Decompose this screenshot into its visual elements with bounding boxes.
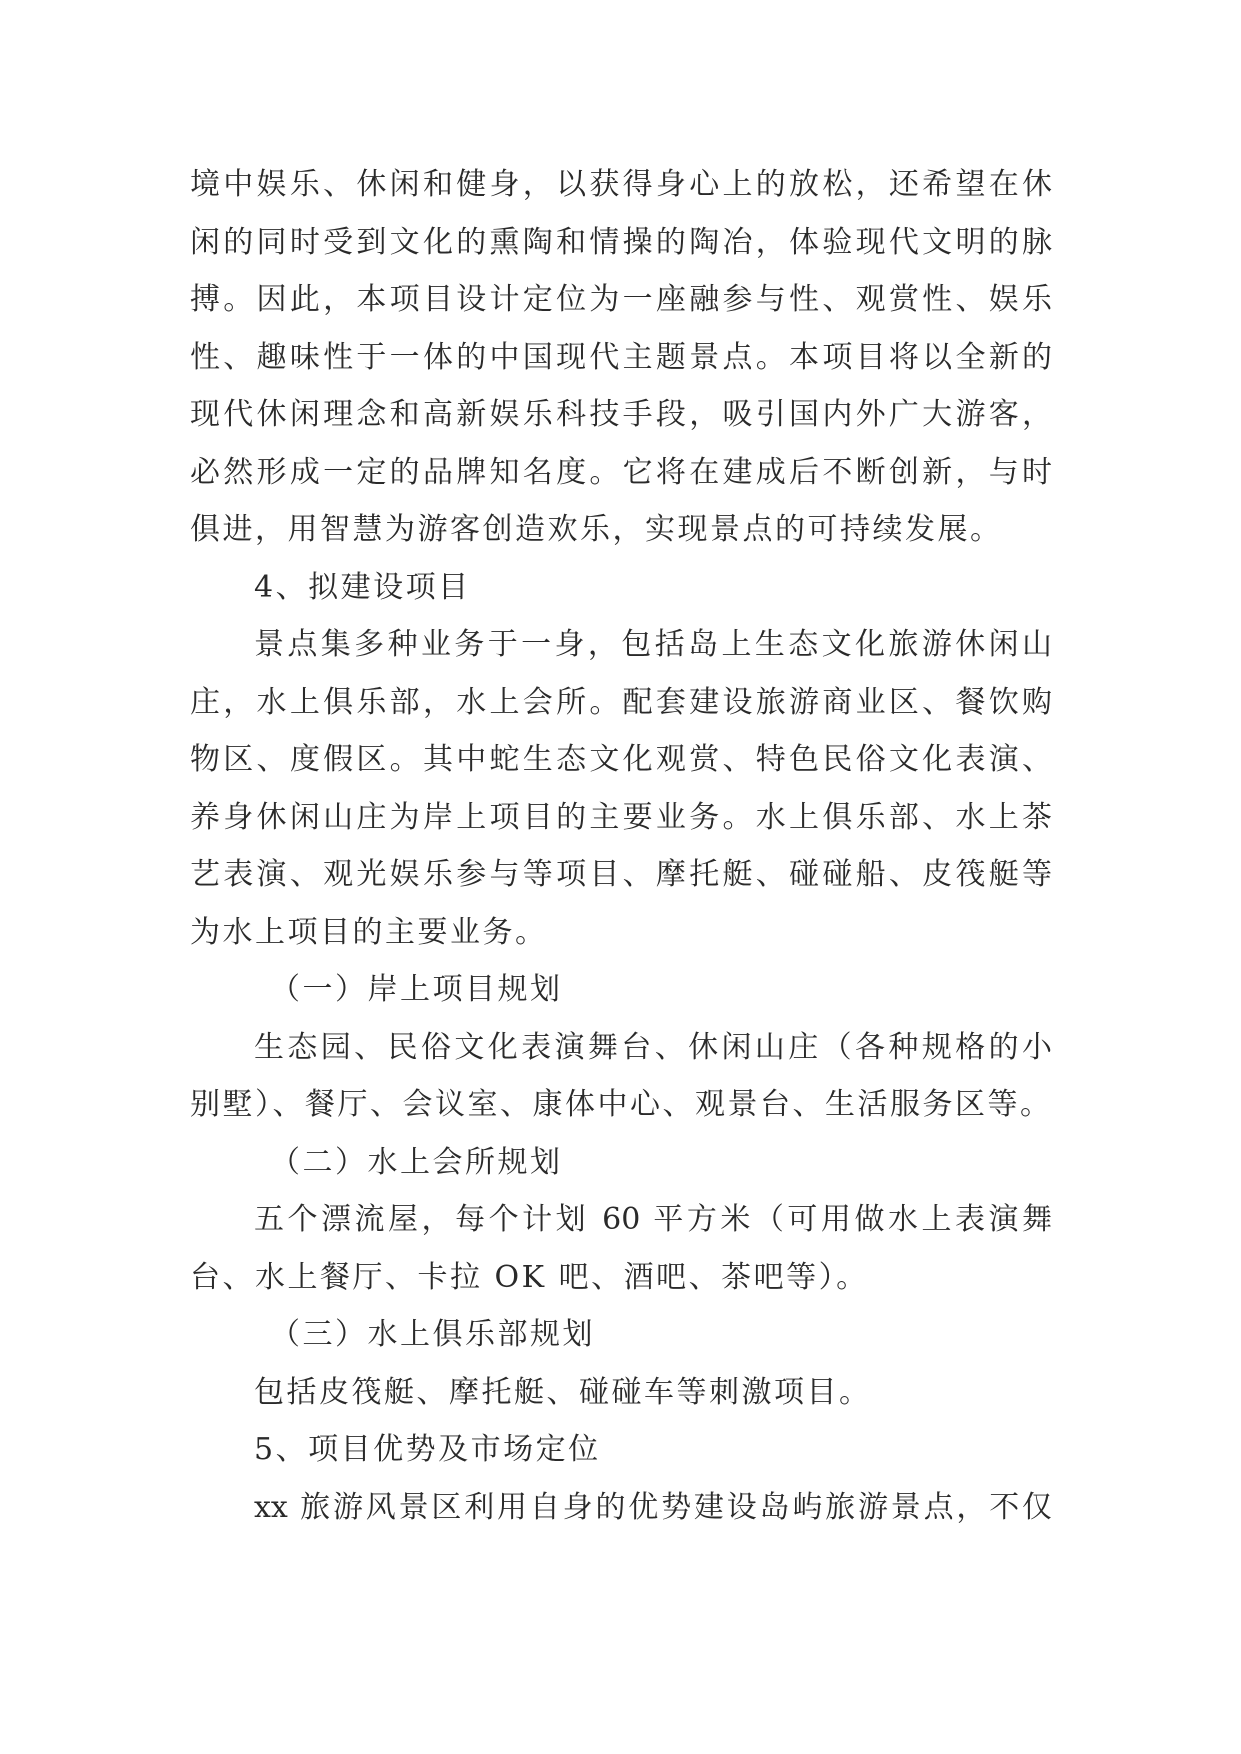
paragraph-line: 生态园、民俗文化表演舞台、休闲山庄（各种规格的小: [254, 1029, 1052, 1065]
paragraph-line: 庄，水上俱乐部，水上会所。配套建设旅游商业区、餐饮购: [190, 684, 1052, 720]
paragraph-line: 养身休闲山庄为岸上项目的主要业务。水上俱乐部、水上茶: [190, 799, 1052, 835]
section-heading: 5、项目优势及市场定位: [254, 1432, 601, 1467]
subsection-heading: （三）水上俱乐部规划: [270, 1317, 595, 1352]
paragraph-line: 现代休闲理念和高新娱乐科技手段，吸引国内外广大游客，: [190, 397, 1052, 432]
paragraph-line: 物区、度假区。其中蛇生态文化观赏、特色民俗文化表演、: [190, 742, 1052, 777]
paragraph-line: 俱进，用智慧为游客创造欢乐，实现景点的可持续发展。: [190, 512, 1003, 547]
paragraph-line: xx 旅游风景区利用自身的优势建设岛屿旅游景点，不仅: [254, 1489, 1052, 1525]
paragraph-line: 境中娱乐、休闲和健身，以获得身心上的放松，还希望在休: [190, 167, 1052, 202]
paragraph-line: 台、水上餐厅、卡拉 OK 吧、酒吧、茶吧等）。: [190, 1259, 869, 1295]
paragraph-line: 闲的同时受到文化的熏陶和情操的陶冶，体验现代文明的脉: [190, 224, 1052, 260]
subsection-heading: （一）岸上项目规划: [270, 972, 563, 1007]
paragraph-line: 五个漂流屋，每个计划 60 平方米（可用做水上表演舞: [254, 1202, 1052, 1237]
paragraph-line: 景点集多种业务于一身，包括岛上生态文化旅游休闲山: [254, 627, 1052, 662]
paragraph-line: 别墅）、餐厅、会议室、康体中心、观景台、生活服务区等。: [190, 1087, 1053, 1122]
paragraph-line: 性、趣味性于一体的中国现代主题景点。本项目将以全新的: [190, 339, 1052, 375]
subsection-heading: （二）水上会所规划: [270, 1144, 563, 1180]
document-body: [190, 156, 1052, 1536]
paragraph-line: 为水上项目的主要业务。: [190, 914, 548, 950]
paragraph-line: 必然形成一定的品牌知名度。它将在建成后不断创新，与时: [190, 454, 1052, 490]
paragraph-line: 包括皮筏艇、摩托艇、碰碰车等刺激项目。: [254, 1374, 872, 1410]
section-heading: 4、拟建设项目: [254, 569, 471, 605]
paragraph-line: 搏。因此，本项目设计定位为一座融参与性、观赏性、娱乐: [190, 282, 1052, 317]
paragraph-line: 艺表演、观光娱乐参与等项目、摩托艇、碰碰船、皮筏艇等: [190, 857, 1052, 892]
